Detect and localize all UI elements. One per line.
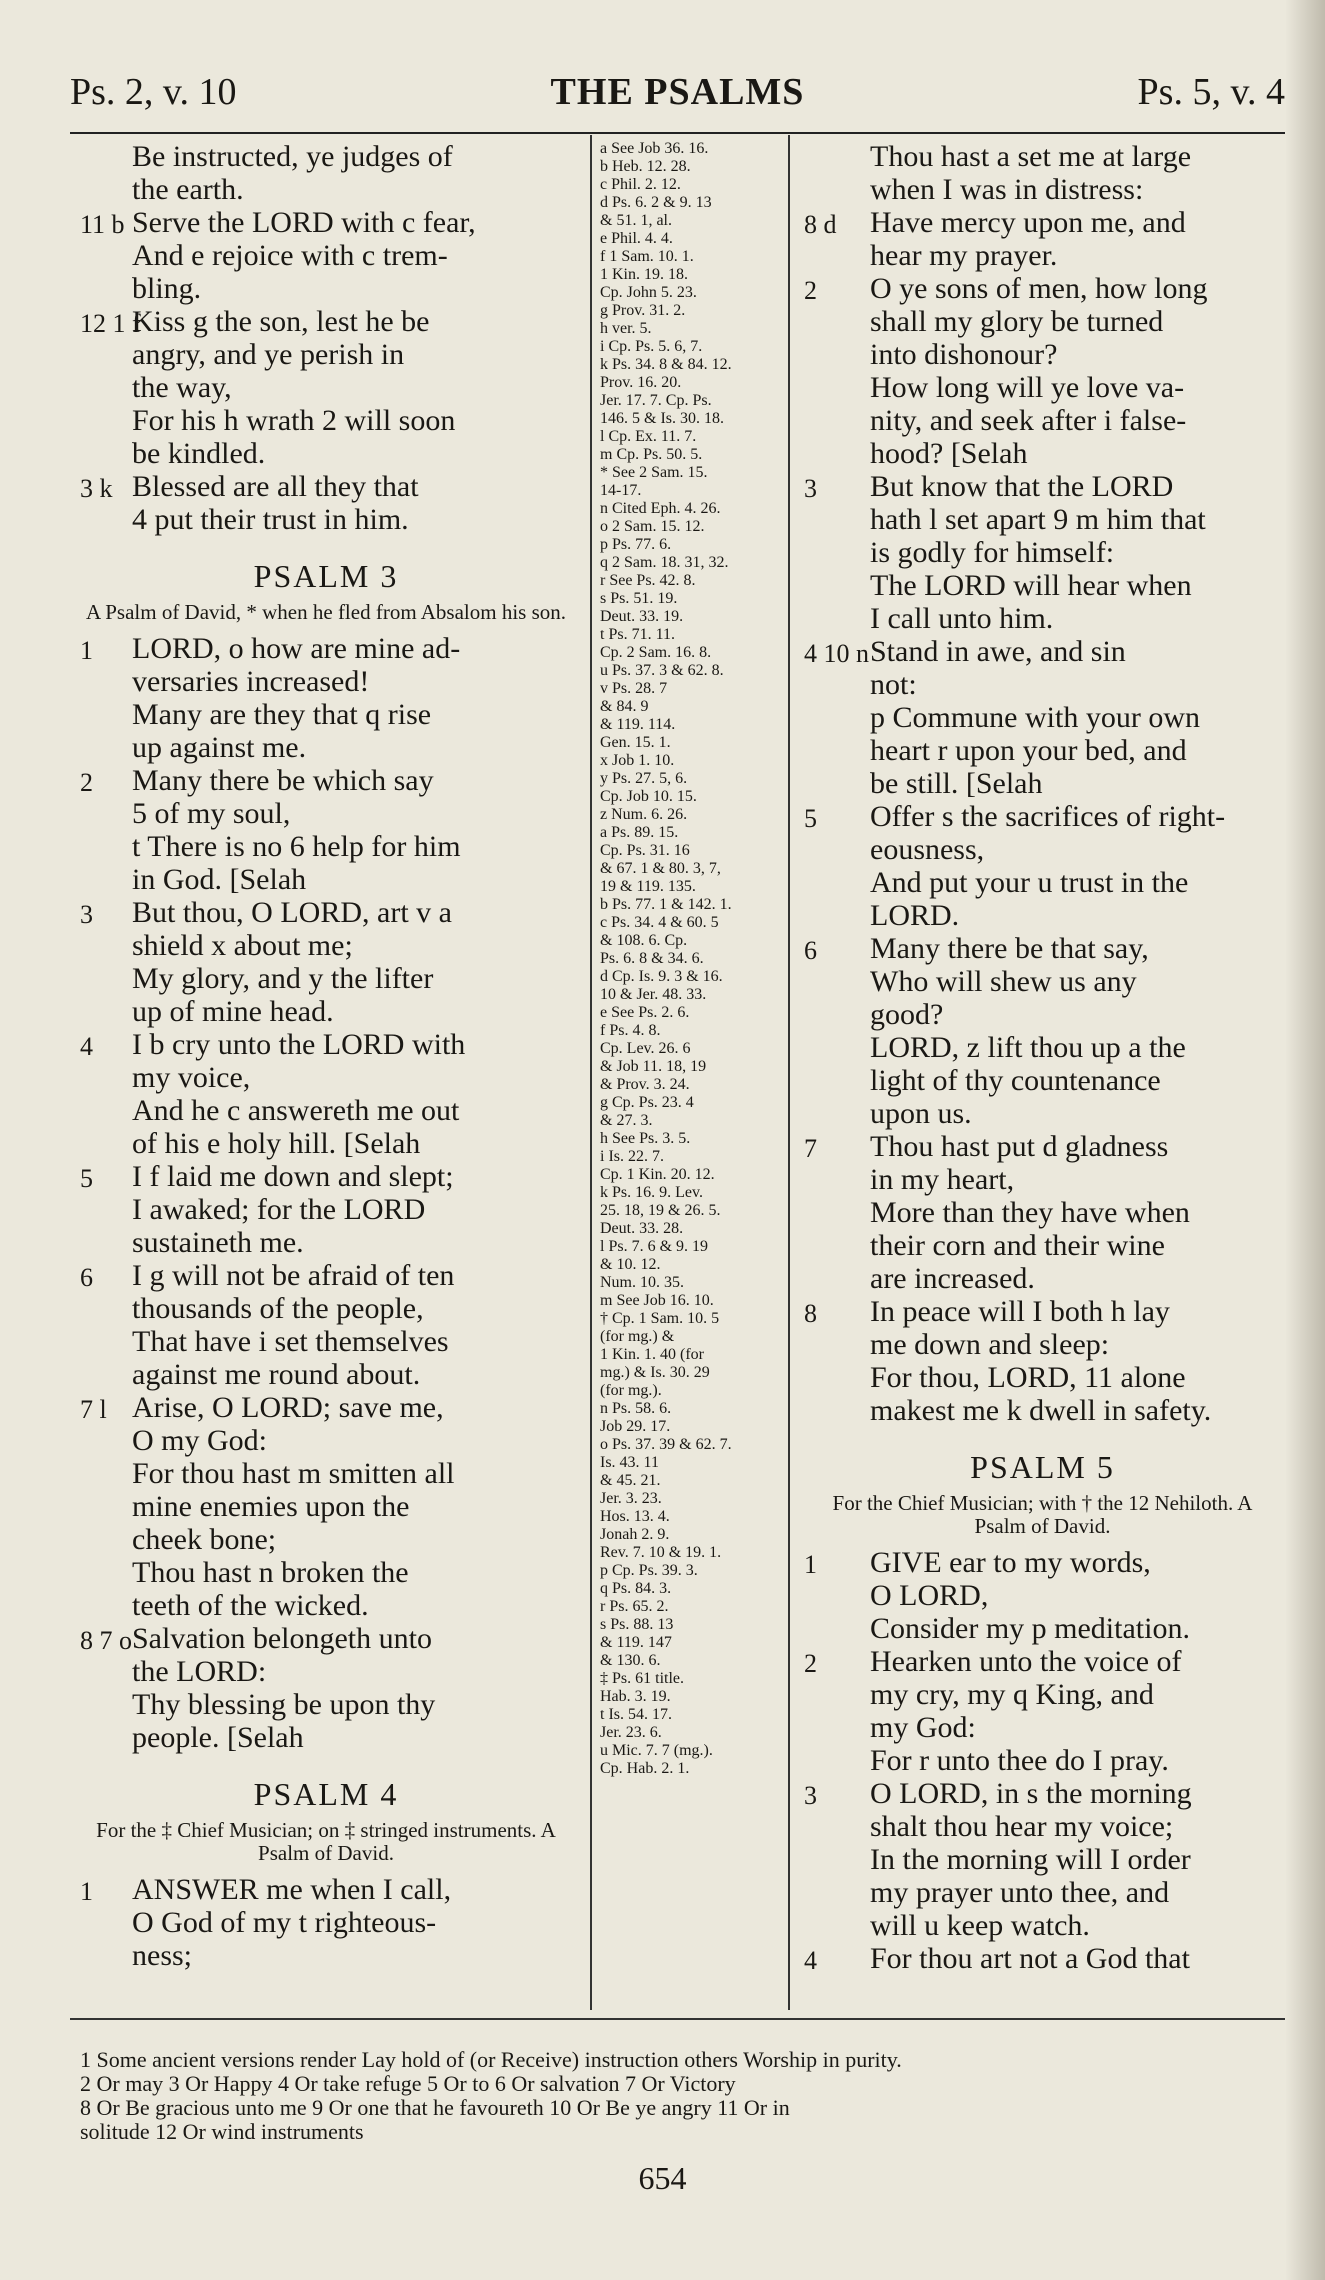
cross-reference: & 119. 147 bbox=[600, 1634, 672, 1651]
verse bbox=[800, 470, 1285, 635]
cross-reference: o 2 Sam. 15. 12. bbox=[600, 518, 705, 535]
verse-line: That have i set themselves bbox=[132, 1325, 449, 1358]
verse bbox=[800, 932, 1285, 1130]
verse-line: sustaineth me. bbox=[132, 1226, 304, 1259]
verse-line: my God: bbox=[870, 1711, 976, 1744]
verse-number: 4 bbox=[80, 1032, 93, 1061]
verse-line: Thou hast put d gladness bbox=[870, 1130, 1169, 1163]
footnote-line: 1 Some ancient versions render Lay hold of (or Receive) instruction others Worship in purity. bbox=[80, 2047, 902, 2072]
verse-line: For thou hast m smitten all bbox=[132, 1457, 455, 1490]
cross-reference: 19 & 119. 135. bbox=[600, 878, 696, 895]
verse-line: me down and sleep: bbox=[870, 1328, 1110, 1361]
footnote-line: 2 Or may 3 Or Happy 4 Or take refuge 5 Or to 6 Or salvation 7 Or Victory bbox=[80, 2071, 736, 2096]
verse-number: 12 1 f bbox=[80, 309, 141, 338]
cross-reference: & Job 11. 18, 19 bbox=[600, 1058, 707, 1075]
verse-line: Blessed are all they that bbox=[132, 470, 419, 503]
verse-line: And he c answereth me out bbox=[132, 1094, 460, 1127]
verse-line: versaries increased! bbox=[132, 665, 370, 698]
cross-reference: & 130. 6. bbox=[600, 1652, 661, 1669]
cross-reference: i Is. 22. 7. bbox=[600, 1148, 664, 1165]
verse-line: bling. bbox=[132, 272, 202, 305]
verse-line: good? bbox=[870, 998, 944, 1031]
verse-line: O ye sons of men, how long bbox=[870, 272, 1208, 305]
page-edge-shadow bbox=[1285, 0, 1325, 2280]
cross-reference: * See 2 Sam. 15. bbox=[600, 464, 708, 481]
verse-number: 11 b bbox=[80, 210, 125, 239]
cross-reference: (for mg.) & bbox=[600, 1328, 675, 1345]
verse-line: LORD. bbox=[870, 899, 960, 932]
verse-line: Many there be which say bbox=[132, 764, 434, 797]
cross-reference: Jer. 23. 6. bbox=[600, 1724, 662, 1741]
psalm-4-body-cont bbox=[800, 140, 1285, 1427]
right-text-column bbox=[800, 140, 1285, 1975]
footnote-line: 8 Or Be gracious unto me 9 Or one that he favoureth 10 Or Be ye angry 11 Or in bbox=[80, 2095, 790, 2120]
verse bbox=[800, 1645, 1285, 1777]
footnotes bbox=[80, 2048, 1285, 2144]
verse bbox=[70, 1391, 582, 1622]
verse bbox=[70, 470, 582, 536]
verse-line: I call unto him. bbox=[870, 602, 1054, 635]
verse-line: ness; bbox=[132, 1939, 192, 1972]
cross-reference: v Ps. 28. 7 bbox=[600, 680, 668, 697]
verse-line: eousness, bbox=[870, 833, 985, 866]
cross-reference: a Ps. 89. 15. bbox=[600, 824, 679, 841]
cross-reference: 1 Kin. 19. 18. bbox=[600, 266, 688, 283]
verse bbox=[70, 632, 582, 764]
cross-reference: h See Ps. 3. 5. bbox=[600, 1130, 691, 1147]
cross-reference: f 1 Sam. 10. 1. bbox=[600, 248, 694, 265]
verse-line: angry, and ye perish in bbox=[132, 338, 405, 371]
verse-line: up of mine head. bbox=[132, 995, 334, 1028]
verse bbox=[70, 206, 582, 305]
cross-reference: Jer. 3. 23. bbox=[600, 1490, 662, 1507]
verse-number: 4 10 n bbox=[804, 639, 869, 668]
cross-reference: q 2 Sam. 18. 31, 32. bbox=[600, 554, 729, 571]
verse-number: 6 bbox=[80, 1263, 93, 1292]
verse-line: in God. [Selah bbox=[132, 863, 307, 896]
verse-line: light of thy countenance bbox=[870, 1064, 1161, 1097]
verse-number: 7 bbox=[804, 1134, 817, 1163]
cross-reference: & 51. 1, al. bbox=[600, 212, 672, 229]
footnote-line: solitude 12 Or wind instruments bbox=[80, 2119, 364, 2144]
cross-reference: & 84. 9 bbox=[600, 698, 649, 715]
verse bbox=[70, 764, 582, 896]
verse-line: Kiss g the son, lest he be bbox=[132, 305, 430, 338]
cross-reference: Jer. 17. 7. Cp. Ps. bbox=[600, 392, 712, 409]
verse-line: the LORD: bbox=[132, 1655, 267, 1688]
cross-reference: r See Ps. 42. 8. bbox=[600, 572, 696, 589]
cross-reference: d Cp. Is. 9. 3 & 16. bbox=[600, 968, 723, 985]
header-book-title: THE PSALMS bbox=[550, 71, 805, 113]
verse-number: 1 bbox=[80, 1877, 93, 1906]
cross-reference: & 67. 1 & 80. 3, 7, bbox=[600, 860, 721, 877]
column-divider-right bbox=[788, 135, 790, 2010]
verse bbox=[70, 305, 582, 470]
verse-line: are increased. bbox=[870, 1262, 1035, 1295]
cross-reference: mg.) & Is. 30. 29 bbox=[600, 1364, 710, 1381]
verse-line: hood? [Selah bbox=[870, 437, 1028, 470]
cross-reference: † Cp. 1 Sam. 10. 5 bbox=[600, 1310, 720, 1327]
cross-reference: Cp. Hab. 2. 1. bbox=[600, 1760, 690, 1777]
verse-number: 3 bbox=[804, 474, 817, 503]
verse-line: my voice, bbox=[132, 1061, 251, 1094]
cross-reference: e See Ps. 2. 6. bbox=[600, 1004, 690, 1021]
verse-number: 2 bbox=[80, 768, 93, 797]
verse-line: my cry, my q King, and bbox=[870, 1678, 1154, 1711]
verse-number: 7 l bbox=[80, 1395, 107, 1424]
verse-line: mine enemies upon the bbox=[132, 1490, 410, 1523]
cross-reference: Hab. 3. 19. bbox=[600, 1688, 671, 1705]
cross-reference: Num. 10. 35. bbox=[600, 1274, 684, 1291]
verse-line: Thou hast n broken the bbox=[132, 1556, 409, 1589]
verse-line: For thou, LORD, 11 alone bbox=[870, 1361, 1186, 1394]
cross-reference: u Mic. 7. 7 (mg.). bbox=[600, 1742, 713, 1759]
verse-line: O God of my t righteous- bbox=[132, 1906, 437, 1939]
verse-line: the earth. bbox=[132, 173, 244, 206]
verse-number: 5 bbox=[804, 804, 817, 833]
cross-reference: & Prov. 3. 24. bbox=[600, 1076, 690, 1093]
cross-reference: & 119. 114. bbox=[600, 716, 676, 733]
verse-line: GIVE ear to my words, bbox=[870, 1546, 1151, 1579]
cross-reference: & 10. 12. bbox=[600, 1256, 661, 1273]
cross-reference: k Ps. 16. 9. Lev. bbox=[600, 1184, 703, 1201]
cross-reference: g Cp. Ps. 23. 4 bbox=[600, 1094, 694, 1111]
cross-reference: y Ps. 27. 5, 6. bbox=[600, 770, 688, 787]
cross-reference: b Ps. 77. 1 & 142. 1. bbox=[600, 896, 732, 913]
verse-line: against me round about. bbox=[132, 1358, 421, 1391]
psalm-3-superscription: A Psalm of David, * when he fled from Absalom his son. bbox=[85, 600, 567, 624]
verse-line: in my heart, bbox=[870, 1163, 1015, 1196]
cross-reference: p Cp. Ps. 39. 3. bbox=[600, 1562, 698, 1579]
verse bbox=[800, 272, 1285, 470]
verse-line: My glory, and y the lifter bbox=[132, 962, 434, 995]
verse-line: I f laid me down and slept; bbox=[132, 1160, 454, 1193]
verse-line: For his h wrath 2 will soon bbox=[132, 404, 456, 437]
cross-reference: m Cp. Ps. 50. 5. bbox=[600, 446, 703, 463]
verse-line: O my God: bbox=[132, 1424, 267, 1457]
verse-line: ANSWER me when I call, bbox=[132, 1873, 452, 1906]
verse-number: 8 bbox=[804, 1299, 817, 1328]
verse-line: And put your u trust in the bbox=[870, 866, 1189, 899]
verse-line: But thou, O LORD, art v a bbox=[132, 896, 452, 929]
page-number: 654 bbox=[638, 2160, 687, 2196]
verse-number: 2 bbox=[804, 1649, 817, 1678]
cross-reference: Cp. 2 Sam. 16. 8. bbox=[600, 644, 712, 661]
verse-line: into dishonour? bbox=[870, 338, 1058, 371]
verse-number: 8 7 o bbox=[80, 1626, 132, 1655]
verse-line: nity, and seek after i false- bbox=[870, 404, 1187, 437]
verse bbox=[800, 1777, 1285, 1942]
cross-reference: l Cp. Ex. 11. 7. bbox=[600, 428, 697, 445]
verse-line: And e rejoice with c trem- bbox=[132, 239, 448, 272]
header-right-reference: Ps. 5, v. 4 bbox=[1137, 71, 1285, 113]
verse-line: Arise, O LORD; save me, bbox=[132, 1391, 444, 1424]
verse-line: not: bbox=[870, 668, 917, 701]
verse-line: For r unto thee do I pray. bbox=[870, 1744, 1169, 1777]
cross-reference: 14-17. bbox=[600, 482, 642, 499]
verse bbox=[70, 1873, 582, 1972]
verse-number: 6 bbox=[804, 936, 817, 965]
verse-line: I g will not be afraid of ten bbox=[132, 1259, 455, 1292]
cross-reference: i Cp. Ps. 5. 6, 7. bbox=[600, 338, 703, 355]
verse-line: Who will shew us any bbox=[870, 965, 1137, 998]
cross-reference: ‡ Ps. 61 title. bbox=[600, 1670, 685, 1687]
cross-reference: o Ps. 37. 39 & 62. 7. bbox=[600, 1436, 732, 1453]
verse-line: I awaked; for the LORD bbox=[132, 1193, 426, 1226]
cross-reference: p Ps. 77. 6. bbox=[600, 536, 672, 553]
cross-reference: s Ps. 51. 19. bbox=[600, 590, 678, 607]
cross-reference: x Job 1. 10. bbox=[600, 752, 675, 769]
cross-reference: (for mg.). bbox=[600, 1382, 662, 1399]
verse-line: shalt thou hear my voice; bbox=[870, 1810, 1174, 1843]
verse-number: 3 bbox=[80, 900, 93, 929]
cross-reference: Job 29. 17. bbox=[600, 1418, 671, 1435]
psalm-3-body bbox=[70, 632, 582, 1754]
verse bbox=[800, 1546, 1285, 1645]
verse-line: shall my glory be turned bbox=[870, 305, 1164, 338]
cross-reference: Is. 43. 11 bbox=[600, 1454, 659, 1471]
verse bbox=[800, 800, 1285, 932]
verse-line: teeth of the wicked. bbox=[132, 1589, 369, 1622]
verse-line: be kindled. bbox=[132, 437, 266, 470]
psalm-4-title: PSALM 4 bbox=[253, 1776, 399, 1812]
verse-number: 3 k bbox=[80, 474, 113, 503]
verse-number: 1 bbox=[804, 1550, 817, 1579]
cross-reference: Hos. 13. 4. bbox=[600, 1508, 670, 1525]
verse-line: Stand in awe, and sin bbox=[870, 635, 1126, 668]
cross-reference: Cp. Job 10. 15. bbox=[600, 788, 697, 805]
cross-reference: g Prov. 31. 2. bbox=[600, 302, 686, 319]
verse-line: be still. [Selah bbox=[870, 767, 1043, 800]
psalm-3-title: PSALM 3 bbox=[253, 558, 399, 594]
verse-line: LORD, z lift thou up a the bbox=[870, 1031, 1186, 1064]
verse-line: 5 of my soul, bbox=[132, 797, 291, 830]
verse-line: But know that the LORD bbox=[870, 470, 1174, 503]
verse-line: Have mercy upon me, and bbox=[870, 206, 1186, 239]
verse-number: 2 bbox=[804, 276, 817, 305]
header-left-reference: Ps. 2, v. 10 bbox=[70, 71, 237, 113]
psalm-5-body bbox=[800, 1546, 1285, 1975]
verse-line: thousands of the people, bbox=[132, 1292, 424, 1325]
verse-line: when I was in distress: bbox=[870, 173, 1144, 206]
verse bbox=[70, 140, 582, 206]
verse-line: upon us. bbox=[870, 1097, 972, 1130]
cross-reference: 146. 5 & Is. 30. 18. bbox=[600, 410, 724, 427]
verse bbox=[70, 1622, 582, 1754]
verse-line: people. [Selah bbox=[132, 1721, 304, 1754]
cross-reference: Gen. 15. 1. bbox=[600, 734, 671, 751]
cross-reference: 10 & Jer. 48. 33. bbox=[600, 986, 707, 1003]
verse-line: Thou hast a set me at large bbox=[870, 140, 1192, 173]
verse-line: shield x about me; bbox=[132, 929, 353, 962]
verse-line: 4 put their trust in him. bbox=[132, 503, 409, 536]
cross-reference: Cp. 1 Kin. 20. 12. bbox=[600, 1166, 715, 1183]
verse-line: t There is no 6 help for him bbox=[132, 830, 461, 863]
verse-number: 4 bbox=[804, 1946, 817, 1975]
psalm-4-body-start bbox=[70, 1873, 582, 1972]
verse-line: is godly for himself: bbox=[870, 536, 1115, 569]
cross-reference: Cp. Ps. 31. 16 bbox=[600, 842, 690, 859]
verse-line: cheek bone; bbox=[132, 1523, 277, 1556]
verse bbox=[70, 1160, 582, 1259]
verse-line: makest me k dwell in safety. bbox=[870, 1394, 1212, 1427]
cross-reference: s Ps. 88. 13 bbox=[600, 1616, 674, 1633]
verse-line: p Commune with your own bbox=[870, 701, 1200, 734]
verse-line: Thy blessing be upon thy bbox=[132, 1688, 436, 1721]
cross-reference: q Ps. 84. 3. bbox=[600, 1580, 672, 1597]
cross-references-column bbox=[600, 140, 780, 1778]
cross-reference: t Ps. 71. 11. bbox=[600, 626, 675, 643]
cross-reference: t Is. 54. 17. bbox=[600, 1706, 672, 1723]
cross-reference: k Ps. 34. 8 & 84. 12. bbox=[600, 356, 732, 373]
verse bbox=[800, 1942, 1285, 1975]
cross-reference: n Cited Eph. 4. 26. bbox=[600, 500, 721, 517]
cross-reference: Deut. 33. 28. bbox=[600, 1220, 684, 1237]
verse bbox=[800, 1130, 1285, 1295]
cross-reference: u Ps. 37. 3 & 62. 8. bbox=[600, 662, 724, 679]
running-header bbox=[70, 70, 1285, 120]
verse-line: of his e holy hill. [Selah bbox=[132, 1127, 421, 1160]
verse-line: More than they have when bbox=[870, 1196, 1190, 1229]
cross-reference: & 27. 3. bbox=[600, 1112, 653, 1129]
verse-line: up against me. bbox=[132, 731, 307, 764]
verse bbox=[800, 1295, 1285, 1427]
verse-line: In the morning will I order bbox=[870, 1843, 1191, 1876]
verse bbox=[800, 635, 1285, 800]
psalm-5-superscription: For the Chief Musician; with † the 12 Nehiloth. A Psalm of David. bbox=[832, 1491, 1253, 1538]
cross-reference: Cp. Lev. 26. 6 bbox=[600, 1040, 691, 1057]
verse-line: Consider my p meditation. bbox=[870, 1612, 1190, 1645]
verse-line: Be instructed, ye judges of bbox=[132, 140, 453, 173]
cross-reference: r Ps. 65. 2. bbox=[600, 1598, 669, 1615]
verse-line: LORD, o how are mine ad- bbox=[132, 632, 461, 665]
header-rule bbox=[70, 132, 1285, 134]
verse-line: their corn and their wine bbox=[870, 1229, 1165, 1262]
verse-line: the way, bbox=[132, 371, 232, 404]
cross-reference: Jonah 2. 9. bbox=[600, 1526, 670, 1543]
verse bbox=[800, 206, 1285, 272]
verse-number: 8 d bbox=[804, 210, 837, 239]
verse-line: heart r upon your bed, and bbox=[870, 734, 1187, 767]
cross-reference: c Phil. 2. 12. bbox=[600, 176, 681, 193]
verse-line: Many there be that say, bbox=[870, 932, 1149, 965]
verse-line: Many are they that q rise bbox=[132, 698, 432, 731]
verse-line: Hearken unto the voice of bbox=[870, 1645, 1182, 1678]
cross-reference: Cp. John 5. 23. bbox=[600, 284, 697, 301]
cross-reference: 25. 18, 19 & 26. 5. bbox=[600, 1202, 721, 1219]
cross-reference: n Ps. 58. 6. bbox=[600, 1400, 672, 1417]
cross-reference: Deut. 33. 19. bbox=[600, 608, 684, 625]
cross-reference: 1 Kin. 1. 40 (for bbox=[600, 1346, 704, 1363]
cross-reference: Rev. 7. 10 & 19. 1. bbox=[600, 1544, 722, 1561]
cross-reference: z Num. 6. 26. bbox=[600, 806, 688, 823]
verse-line: hath l set apart 9 m him that bbox=[870, 503, 1206, 536]
verse-line: For thou art not a God that bbox=[870, 1942, 1190, 1975]
verse-line: O LORD, bbox=[870, 1579, 989, 1612]
cross-reference: f Ps. 4. 8. bbox=[600, 1022, 661, 1039]
verse-line: Offer s the sacrifices of right- bbox=[870, 800, 1226, 833]
verse-number: 5 bbox=[80, 1164, 93, 1193]
cross-reference: c Ps. 34. 4 & 60. 5 bbox=[600, 914, 719, 931]
cross-reference-list bbox=[600, 140, 780, 1778]
verse-line: How long will ye love va- bbox=[870, 371, 1185, 404]
column-divider-left bbox=[590, 135, 592, 2010]
cross-reference: h ver. 5. bbox=[600, 320, 652, 337]
verse-line: O LORD, in s the morning bbox=[870, 1777, 1192, 1810]
cross-reference: l Ps. 7. 6 & 9. 19 bbox=[600, 1238, 709, 1255]
verse bbox=[800, 140, 1285, 206]
cross-reference: & 108. 6. Cp. bbox=[600, 932, 688, 949]
verse-line: hear my prayer. bbox=[870, 239, 1058, 272]
verse-line: I b cry unto the LORD with bbox=[132, 1028, 466, 1061]
cross-reference: m See Job 16. 10. bbox=[600, 1292, 714, 1309]
verse bbox=[70, 1028, 582, 1160]
psalm-5-title: PSALM 5 bbox=[970, 1449, 1115, 1485]
psalm-2-end bbox=[70, 140, 582, 536]
cross-reference: e Phil. 4. 4. bbox=[600, 230, 673, 247]
verse-line: Salvation belongeth unto bbox=[132, 1622, 432, 1655]
cross-reference: & 45. 21. bbox=[600, 1472, 661, 1489]
cross-reference: a See Job 36. 16. bbox=[600, 140, 709, 157]
verse-number: 1 bbox=[80, 636, 93, 665]
cross-reference: b Heb. 12. 28. bbox=[600, 158, 691, 175]
verse-line: Serve the LORD with c fear, bbox=[132, 206, 476, 239]
verse-line: my prayer unto thee, and bbox=[870, 1876, 1170, 1909]
cross-reference: Prov. 16. 20. bbox=[600, 374, 682, 391]
cross-reference: d Ps. 6. 2 & 9. 13 bbox=[600, 194, 712, 211]
psalm-4-superscription: For the ‡ Chief Musician; on ‡ stringed instruments. A Psalm of David. bbox=[96, 1818, 556, 1865]
verse-line: In peace will I both h lay bbox=[870, 1295, 1170, 1328]
verse-number: 3 bbox=[804, 1781, 817, 1810]
verse-line: will u keep watch. bbox=[870, 1909, 1090, 1942]
verse bbox=[70, 1259, 582, 1391]
footnote-rule bbox=[70, 2018, 1285, 2020]
left-text-column bbox=[70, 140, 582, 1972]
cross-reference: Ps. 6. 8 & 34. 6. bbox=[600, 950, 704, 967]
verse bbox=[70, 896, 582, 1028]
verse-line: The LORD will hear when bbox=[870, 569, 1192, 602]
